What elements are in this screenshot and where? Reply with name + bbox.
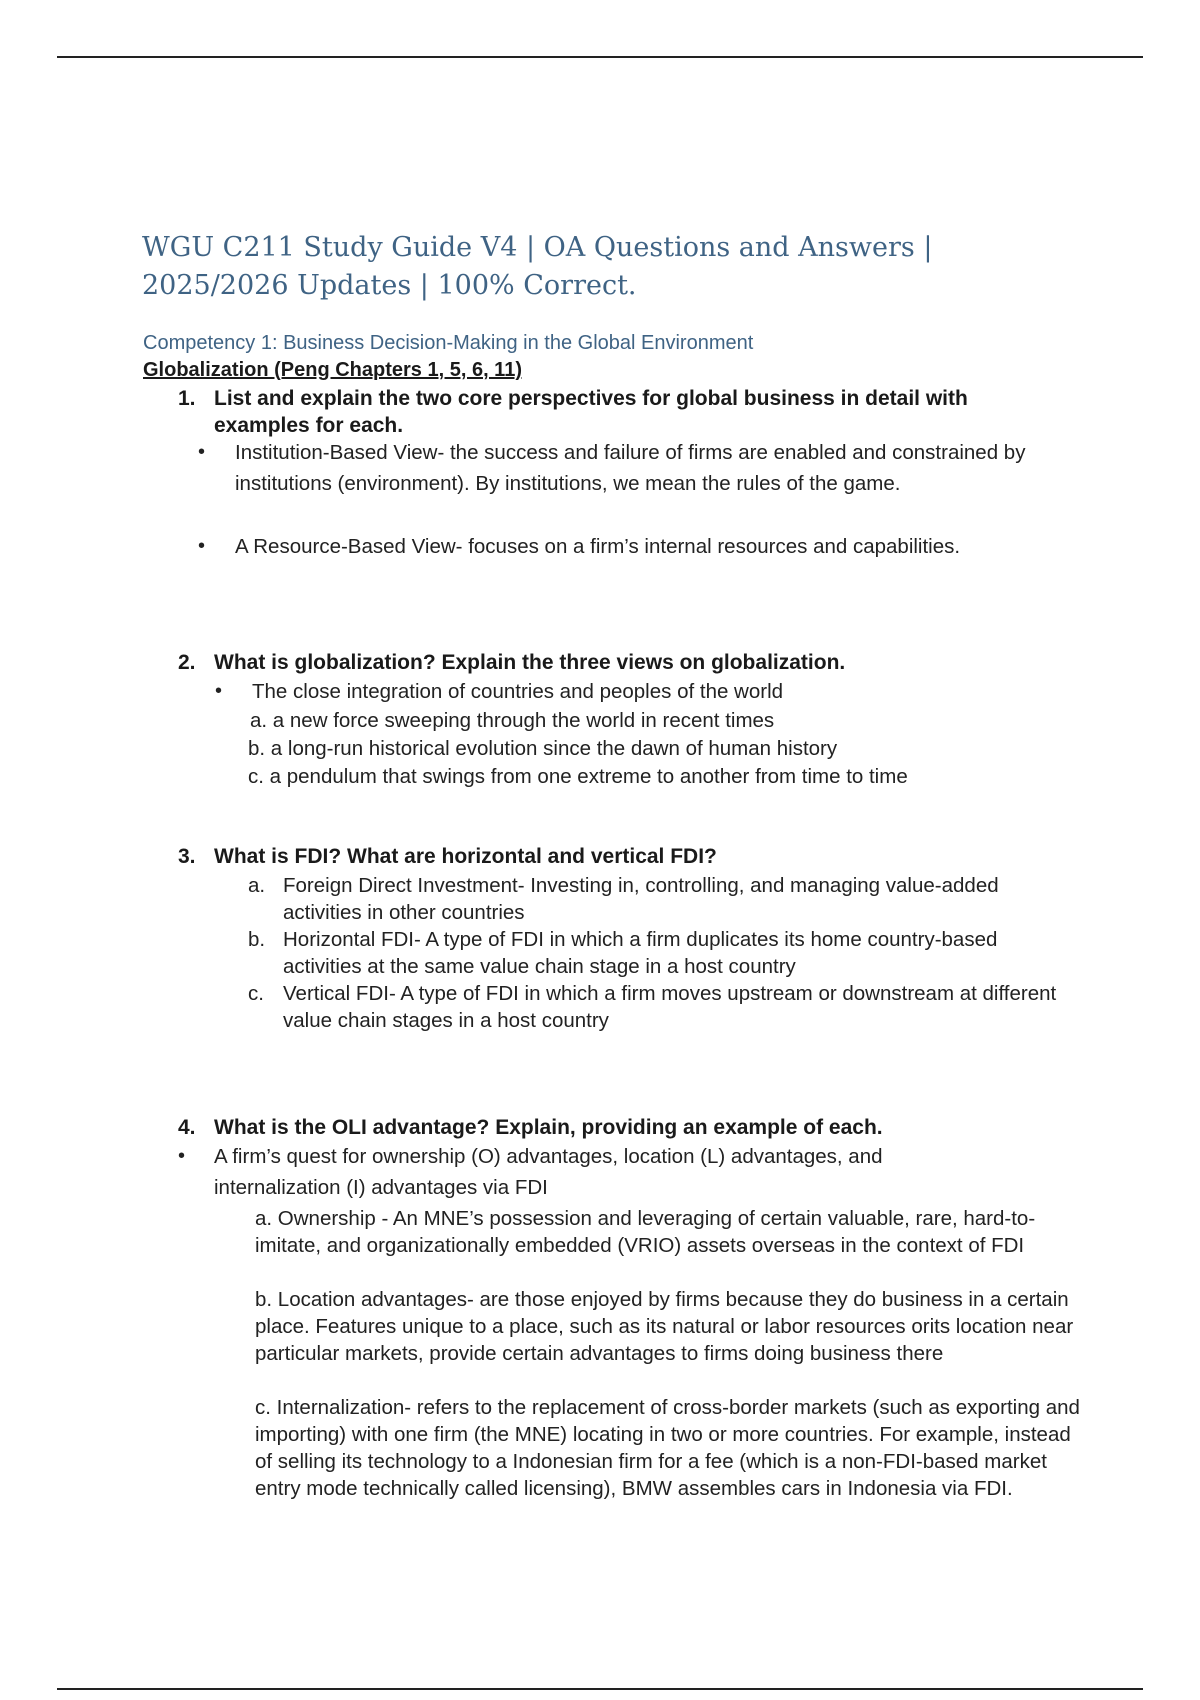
- question-1-text: List and explain the two core perspectives for global business in detail with examples for each.: [214, 387, 968, 437]
- question-3-answer-b: [248, 926, 1068, 980]
- question-2-view-a: a. a new force sweeping through the world in recent times: [250, 709, 775, 732]
- question-4-text: What is the OLI advantage? Explain, providing an example of each.: [214, 1116, 883, 1139]
- question-1-answer-1: Institution-Based View- the success and failure of firms are enabled and constrained by institutions (environment). By institutions, we mean the rules of the game.: [235, 441, 1026, 495]
- question-3-text: What is FDI? What are horizontal and vertical FDI?: [214, 845, 717, 868]
- answer-text: Horizontal FDI- A type of FDI in which a firm duplicates its home country-based activities at the same value chain stage in a host country: [283, 928, 998, 978]
- answer-text: Foreign Direct Investment- Investing in, controlling, and managing value-added activities in other countries: [283, 874, 999, 924]
- question-3-answer-c: [248, 980, 1078, 1034]
- answer-letter: c.: [248, 982, 264, 1005]
- question-3-number: 3.: [178, 845, 196, 868]
- answer-letter: b.: [248, 928, 266, 951]
- question-2-view-c: c. a pendulum that swings from one extreme to another from time to time: [248, 765, 908, 788]
- question-2: [178, 649, 1068, 676]
- question-4: [178, 1114, 1068, 1141]
- document-title: WGU C211 Study Guide V4 | OA Questions and Answers | 2025/2026 Updates | 100% Correct.: [142, 232, 933, 301]
- question-3-answer-a: [248, 872, 1068, 926]
- question-4-answer: A firm’s quest for ownership (O) advantages, location (L) advantages, and internalization (I) advantages via FDI: [214, 1145, 883, 1199]
- answer-text: Vertical FDI- A type of FDI in which a firm moves upstream or downstream at different value chain stages in a host country: [283, 982, 1057, 1032]
- question-4-location: b. Location advantages- are those enjoyed by firms because they do business in a certain place. Features unique to a place, such as its natural or labor resources orits location near particular markets, provide certain advantages to firms doing business there: [255, 1288, 1074, 1365]
- question-4-ownership: a. Ownership - An MNE’s possession and leveraging of certain valuable, rare, hard-to-imitate, and organizationally embedded (VRIO) assets overseas in the context of FDI: [255, 1207, 1036, 1257]
- bullet-icon: •: [215, 680, 223, 702]
- question-1-answer-2: A Resource-Based View- focuses on a firm’s internal resources and capabilities.: [235, 535, 961, 558]
- question-3: [178, 843, 1068, 870]
- question-2-view-b: b. a long-run historical evolution since the dawn of human history: [248, 737, 838, 760]
- question-4-internalization: c. Internalization- refers to the replacement of cross-border markets (such as exporting and importing) with one firm (the MNE) locating in two or more countries. For example, instead of selling its technology to a Indonesian firm for a fee (which is a non-FDI-based market entry mode technically called licensing), BMW assembles cars in Indonesia via FDI.: [255, 1396, 1080, 1500]
- answer-letter: a.: [248, 874, 266, 897]
- bullet-icon: •: [198, 535, 206, 557]
- header-rule: [57, 56, 1143, 58]
- bullet-icon: •: [198, 441, 206, 463]
- bullet-icon: •: [178, 1145, 186, 1167]
- competency-heading: Competency 1: Business Decision-Making in the Global Environment: [143, 332, 754, 354]
- question-2-text: What is globalization? Explain the three views on globalization.: [214, 651, 846, 674]
- footer-rule: [57, 1688, 1143, 1690]
- question-2-answer: The close integration of countries and peoples of the world: [252, 680, 784, 703]
- question-1: [178, 385, 1068, 439]
- question-2-number: 2.: [178, 651, 196, 674]
- question-4-number: 4.: [178, 1116, 196, 1139]
- question-1-number: 1.: [178, 387, 196, 410]
- section-heading: Globalization (Peng Chapters 1, 5, 6, 11): [143, 359, 522, 381]
